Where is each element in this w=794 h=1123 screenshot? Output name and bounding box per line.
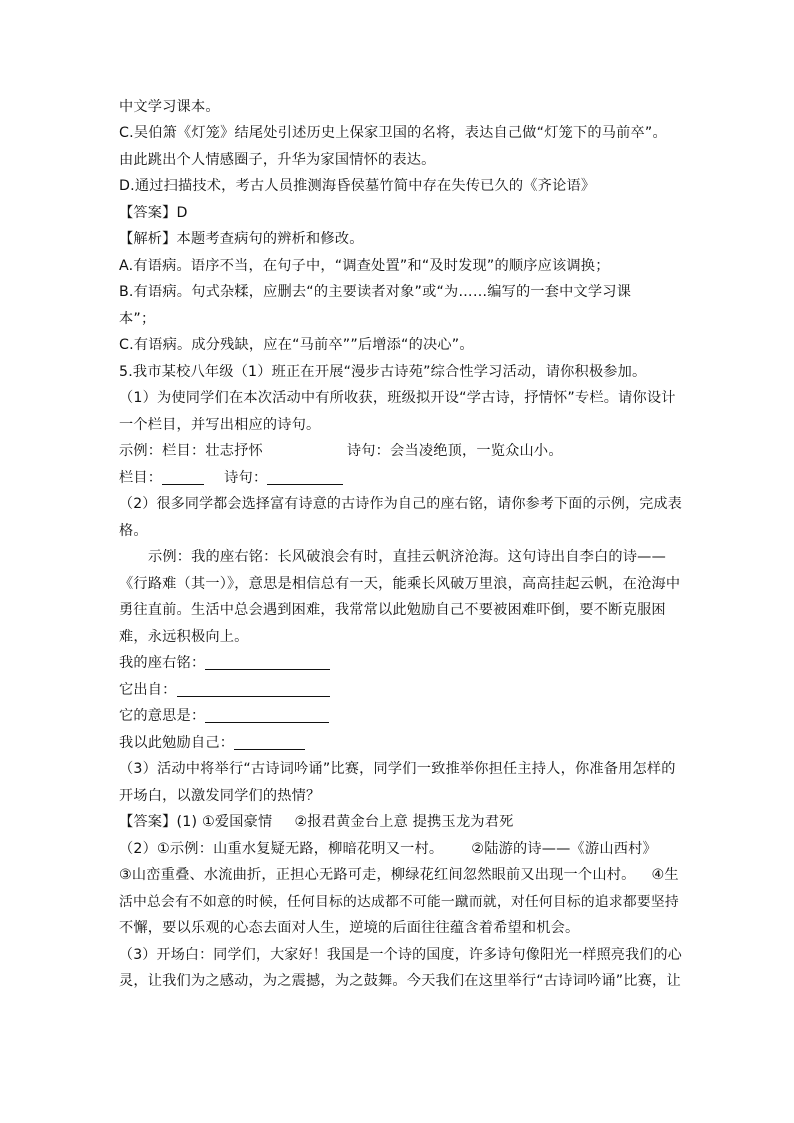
question-5: 5.我市某校八年级（1）班正在开展“漫步古诗苑”综合性学习活动，请你积极参加。 bbox=[119, 364, 647, 380]
text-line: 难，永远积极向上。 bbox=[119, 629, 249, 645]
text-line: 一个栏目，并写出相应的诗句。 bbox=[119, 417, 321, 433]
text-line: 开场白，以激发同学们的热情？ bbox=[119, 788, 321, 804]
answer-1a: 【答案】(1) ①爱国豪情 bbox=[119, 814, 273, 830]
text-line: （2）很多同学都会选择富有诗意的古诗作为自己的座右铭，请你参考下面的示例，完成表 bbox=[119, 496, 682, 512]
text-line: D.通过扫描技术，考古人员推测海昏侯墓竹简中存在失传已久的《齐论语》 bbox=[119, 178, 596, 194]
meaning-label: 它的意思是： bbox=[119, 708, 206, 724]
text-line: 勇往直前。生活中总会遇到困难，我常常以此勉励自己不要被困难吓倒，要不断克服困 bbox=[119, 602, 666, 618]
answer-2c: ③山峦重叠、水流曲折，正担心无路可走，柳绿花红间忽然眼前又出现一个山村。 bbox=[119, 867, 636, 883]
encourage-label: 我以此勉励自己： bbox=[119, 735, 235, 751]
answer-2b: ②陆游的诗——《游山西村》 bbox=[471, 841, 657, 857]
text-line: C.有语病。成分残缺，应在“马前卒””后增添“的决心”。 bbox=[119, 337, 474, 353]
poem-label: 诗句： bbox=[224, 470, 268, 486]
answer-line bbox=[119, 864, 679, 886]
example-column: 示例：栏目：壮志抒怀 bbox=[119, 443, 263, 459]
text-line: （3）活动中将举行“古诗词吟诵”比赛，同学们一致推举你担任主持人，你准备用怎样的 bbox=[119, 761, 676, 777]
column-blank[interactable] bbox=[162, 469, 204, 485]
example-line bbox=[119, 440, 563, 462]
text-line: （3）开场白：同学们，大家好！我国是一个诗的国度，许多诗句像阳光一样照亮我们的心 bbox=[119, 947, 682, 963]
source-label: 它出自： bbox=[119, 682, 177, 698]
answer-2d: ④生 bbox=[651, 867, 679, 883]
fill-line bbox=[119, 732, 305, 754]
source-blank[interactable] bbox=[177, 681, 330, 697]
column-label: 栏目： bbox=[119, 470, 163, 486]
poem-blank[interactable] bbox=[267, 469, 343, 485]
answer-label: 【答案】D bbox=[119, 205, 188, 221]
text-line: A.有语病。语序不当，在句子中，“调查处置”和“及时发现”的顺序应该调换； bbox=[119, 258, 610, 274]
text-line: 灵，让我们为之感动，为之震撼，为之鼓舞。今天我们在这里举行“古诗词吟诵”比赛，让 bbox=[119, 973, 681, 989]
answer-2a: （2）①示例：山重水复疑无路，柳暗花明又一村。 bbox=[119, 841, 444, 857]
text-line: 不懈，要以乐观的心态去面对人生，逆境的后面往往蕴含着希望和机会。 bbox=[119, 920, 580, 936]
text-line: 格。 bbox=[119, 523, 148, 539]
example-poem: 诗句：会当凌绝顶，一览众山小。 bbox=[346, 443, 563, 459]
meaning-blank[interactable] bbox=[205, 707, 329, 723]
text-line: 示例：我的座右铭：长风破浪会有时，直挂云帆济沧海。这句诗出自李白的诗—— bbox=[148, 549, 666, 565]
text-line: 中文学习课本。 bbox=[119, 99, 220, 115]
text-line: 本”； bbox=[119, 311, 156, 327]
encourage-blank[interactable] bbox=[234, 734, 305, 750]
fill-line bbox=[119, 679, 330, 701]
text-line: 由此跳出个人情感圈子，升华为家国情怀的表达。 bbox=[119, 152, 436, 168]
fill-line bbox=[119, 652, 330, 674]
analysis-label: 【解析】本题考查病句的辨析和修改。 bbox=[119, 231, 364, 247]
answer-line bbox=[119, 838, 657, 860]
answer-1b: ②报君黄金台上意 提携玉龙为君死 bbox=[294, 814, 514, 830]
answer-line bbox=[119, 467, 343, 489]
text-line: 活中总会有不如意的时候，任何目标的达成都不可能一蹴而就，对任何目标的追求都要坚持 bbox=[119, 894, 679, 910]
text-line: 《行路难（其一）》，意思是相信总有一天，能乘长风破万里浪，高高挂起云帆，在沧海中 bbox=[119, 576, 681, 592]
motto-label: 我的座右铭： bbox=[119, 655, 206, 671]
text-line: （1）为使同学们在本次活动中有所收获，班级拟开设“学古诗，抒情怀”专栏。请你设计 bbox=[119, 390, 676, 406]
answer-line bbox=[119, 811, 514, 833]
motto-blank[interactable] bbox=[205, 654, 330, 670]
text-line: C.吴伯箫《灯笼》结尾处引述历史上保家卫国的名将，表达自己做“灯笼下的马前卒”。 bbox=[119, 125, 667, 141]
text-line: B.有语病。句式杂糅，应删去“的主要读者对象”或“为……编写的一套中文学习课 bbox=[119, 284, 632, 300]
fill-line bbox=[119, 705, 329, 727]
